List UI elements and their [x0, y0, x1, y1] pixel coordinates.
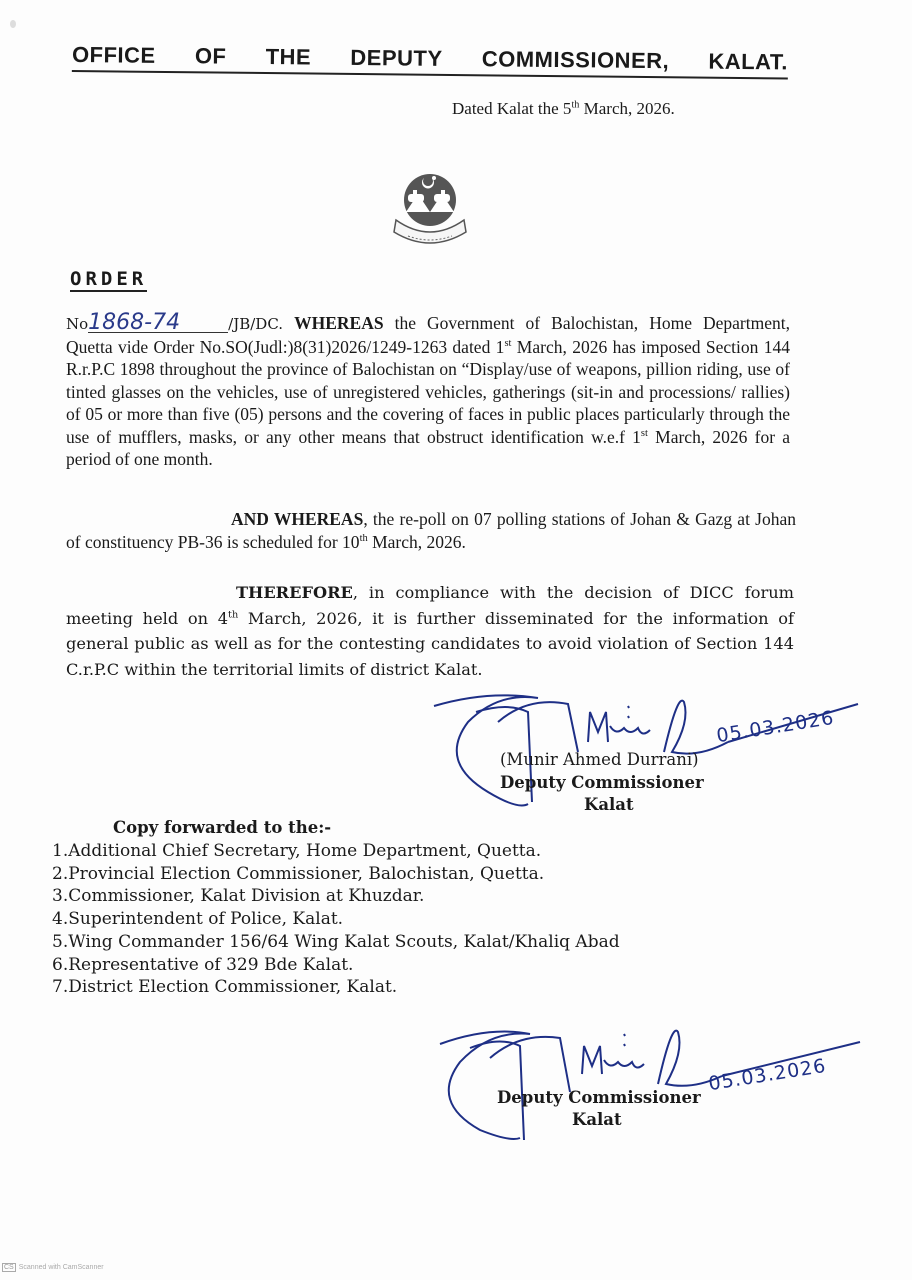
- and-whereas-bold: AND WHEREAS: [231, 509, 364, 529]
- header-word: OF: [194, 43, 227, 69]
- list-item: 2.Provincial Election Commissioner, Balochistan, Quetta.: [52, 863, 545, 884]
- paragraph-text: the Government of Balochistan, Home Department, Quetta vide Order No.SO(Judl:)8(31)2026/1249-1263 dated 1: [66, 313, 790, 357]
- camscanner-logo-icon: CS: [4, 1264, 14, 1271]
- list-item: 5.Wing Commander 156/64 Wing Kalat Scouts, Kalat/Khaliq Abad: [52, 931, 620, 952]
- ordinal-sup: st: [504, 337, 512, 349]
- header-word: DEPUTY: [350, 44, 443, 71]
- copy-recipient-list: [52, 840, 620, 999]
- paragraph-text: , in compliance with the decision of DICC forum meeting held on 4: [66, 583, 794, 628]
- list-item: 6.Representative of 329 Bde Kalat.: [52, 954, 354, 975]
- order-title: ORDER: [70, 268, 148, 290]
- order-paragraph-1: [66, 312, 790, 471]
- ordinal-sup: st: [640, 427, 648, 439]
- header-word: THE: [265, 44, 312, 70]
- list-item: 3.Commissioner, Kalat Division at Khuzdar.: [52, 886, 425, 907]
- order-paragraph-2: [66, 508, 796, 553]
- dated-prefix: Dated Kalat the 5: [452, 99, 572, 118]
- office-header: [72, 42, 788, 79]
- order-no-suffix: /JB/DC.: [228, 315, 284, 333]
- signatory-title: Deputy Commissioner: [497, 1088, 701, 1107]
- whereas-bold: WHEREAS: [294, 313, 384, 333]
- header-word: COMMISSIONER,: [481, 46, 670, 74]
- list-item: 7.District Election Commissioner, Kalat.: [52, 977, 398, 998]
- signatory-place: Kalat: [584, 795, 634, 814]
- list-item: 1.Additional Chief Secretary, Home Department, Quetta.: [52, 841, 542, 861]
- paragraph-text: March, 2026.: [367, 531, 466, 552]
- header-word: KALAT.: [708, 48, 789, 75]
- dated-line: [452, 99, 675, 119]
- order-no-prefix: No: [66, 315, 89, 333]
- signatory-title: Deputy Commissioner: [500, 773, 704, 792]
- therefore-bold: THEREFORE: [236, 583, 353, 602]
- list-item: 4.Superintendent of Police, Kalat.: [52, 909, 344, 930]
- paragraph-text: , the re-poll on 07 polling stations of Johan & Gazg at Johan of constituency PB-36 is scheduled for 10: [66, 509, 796, 552]
- copy-forwarded-title: Copy forwarded to the:-: [113, 818, 332, 837]
- paragraph-text: March, 2026, it is further disseminated for the information of general public as well as for the contesting candidates to avoid violation of Section 144 C.r.P.C within the territorial limits of district Kalat.: [66, 608, 794, 679]
- balochistan-emblem-icon: [388, 160, 472, 250]
- dated-sup: th: [571, 99, 580, 111]
- paragraph-text: March, 2026 has imposed Section 144 R.r.P.C 1898 throughout the province of Balochistan on “Display/use of weapons, pillion riding, use of tinted glasses on the vehicles, use of unregistered vehicles, gatherings (sit-in and processions/ rallies) of 05 or more than five (05) persons and the covering of faces in public places particularly through the use of mufflers, masks, or any other means that obstruct identification w.e.f 1: [66, 336, 791, 447]
- watermark-text: Scanned with CamScanner: [18, 1264, 104, 1271]
- signatory-name: (Munir Ahmed Durrani): [500, 750, 699, 769]
- signatory-place: Kalat: [572, 1110, 622, 1129]
- handwritten-date-2: 05.03.2026: [707, 1054, 828, 1096]
- paragraph-text: March, 2026 for a period of one month.: [66, 426, 790, 469]
- ordinal-sup: th: [359, 532, 368, 544]
- handwritten-date-1: 05.03.2026: [715, 706, 836, 748]
- dated-suffix: March, 2026.: [579, 99, 675, 118]
- scanner-watermark: [2, 1263, 104, 1272]
- ordinal-sup: th: [228, 609, 239, 621]
- scan-speck: [10, 20, 16, 28]
- handwritten-order-number: 1868-74: [88, 314, 228, 333]
- header-word: OFFICE: [71, 42, 156, 68]
- order-paragraph-3: [66, 580, 794, 682]
